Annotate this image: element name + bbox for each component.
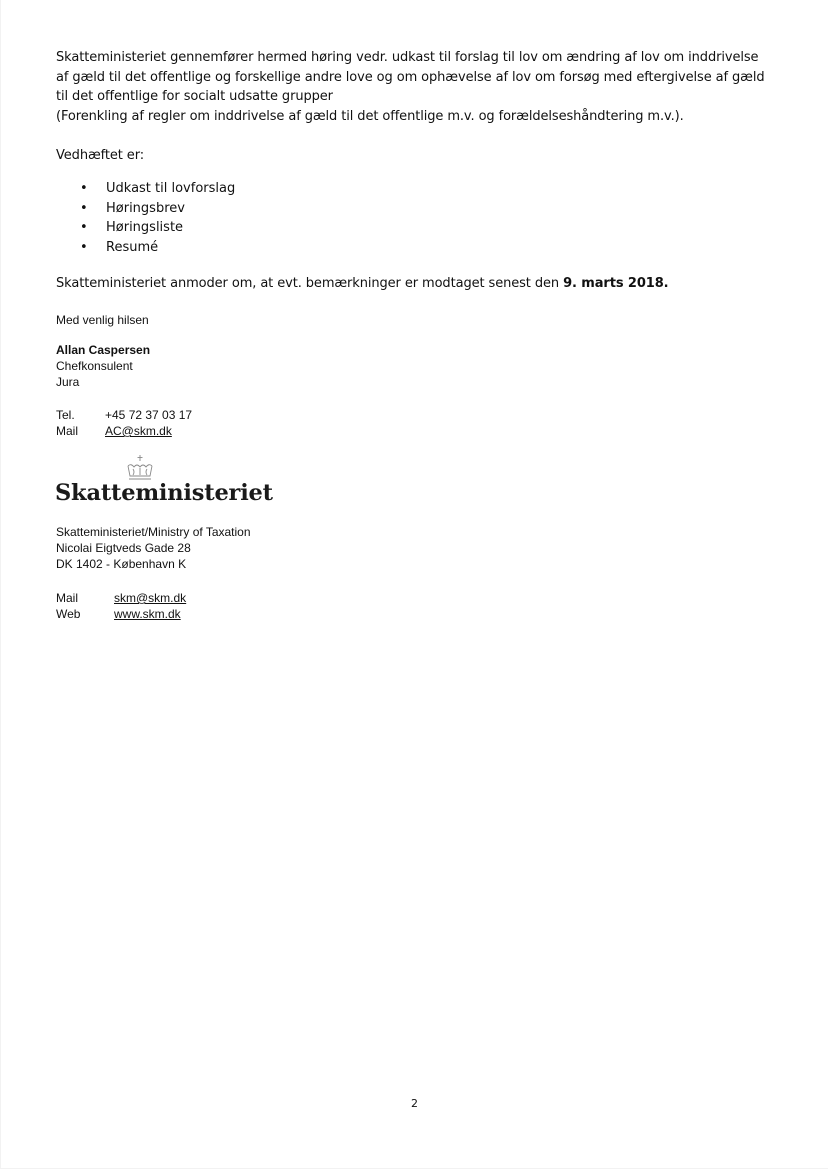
list-item xyxy=(56,199,235,219)
page-number: 2 xyxy=(411,1097,418,1110)
web-link[interactable]: www.skm.dk xyxy=(114,607,181,621)
contact-block xyxy=(56,407,192,439)
intro-text: Skatteministeriet gennemfører hermed høring vedr. udkast til forslag til lov om ændring af lov om inddrivelse af gæld til det offentlige og forskellige andre love og om ophævelse af lov om forsøg med eftergivelse af gæld til det offentlige for socialt udsatte grupper xyxy=(56,50,765,104)
address-line: Skatteministeriet/Ministry of Taxation xyxy=(56,525,251,539)
sender-title: Chefkonsulent xyxy=(56,359,133,373)
list-item xyxy=(56,218,235,238)
attachment-label: Høringsliste xyxy=(106,220,184,235)
tel-label: Tel. xyxy=(56,408,75,422)
intro-paragraph xyxy=(56,48,771,126)
sender-department: Jura xyxy=(56,375,80,389)
address-block xyxy=(56,524,251,572)
attachment-list xyxy=(56,179,235,257)
bullet-icon: • xyxy=(80,220,88,235)
web-row xyxy=(56,606,186,622)
address-line: DK 1402 - København K xyxy=(56,557,187,571)
org-mail-link[interactable]: skm@skm.dk xyxy=(114,591,187,605)
deadline-text: Skatteministeriet anmoder om, at evt. bemærkninger er modtaget senest den xyxy=(56,276,564,291)
brand-name: Skatteministeriet xyxy=(55,480,273,506)
attachments-heading: Vedhæftet er: xyxy=(56,148,145,163)
list-item xyxy=(56,179,235,199)
attachment-label: Udkast til lovforslag xyxy=(106,181,236,196)
list-item xyxy=(56,238,235,258)
intro-subtitle: (Forenkling af regler om inddrivelse af gæld til det offentlige m.v. og forældelseshåndtering m.v.). xyxy=(56,108,684,124)
org-mail-label: Mail xyxy=(56,591,79,605)
mail-label: Mail xyxy=(56,424,79,438)
greeting: Med venlig hilsen xyxy=(56,313,149,327)
web-label: Web xyxy=(56,607,81,621)
address-line: Nicolai Eigtveds Gade 28 xyxy=(56,541,191,555)
bullet-icon: • xyxy=(80,200,88,216)
crown-icon xyxy=(122,454,158,482)
attachment-label: Høringsbrev xyxy=(106,200,185,216)
deadline-paragraph xyxy=(56,274,669,294)
org-mail-row xyxy=(56,590,186,606)
attachment-label: Resumé xyxy=(106,239,159,255)
bullet-icon: • xyxy=(80,239,88,255)
bullet-icon: • xyxy=(80,181,88,196)
mail-row xyxy=(56,423,192,439)
tel-row xyxy=(56,407,192,423)
deadline-date: 9. marts 2018. xyxy=(563,276,669,291)
web-contact-block xyxy=(56,590,186,622)
mail-link[interactable]: AC@skm.dk xyxy=(105,424,172,438)
tel-value: +45 72 37 03 17 xyxy=(105,408,193,422)
sender-name: Allan Caspersen xyxy=(56,343,151,357)
sender-block xyxy=(56,342,150,390)
